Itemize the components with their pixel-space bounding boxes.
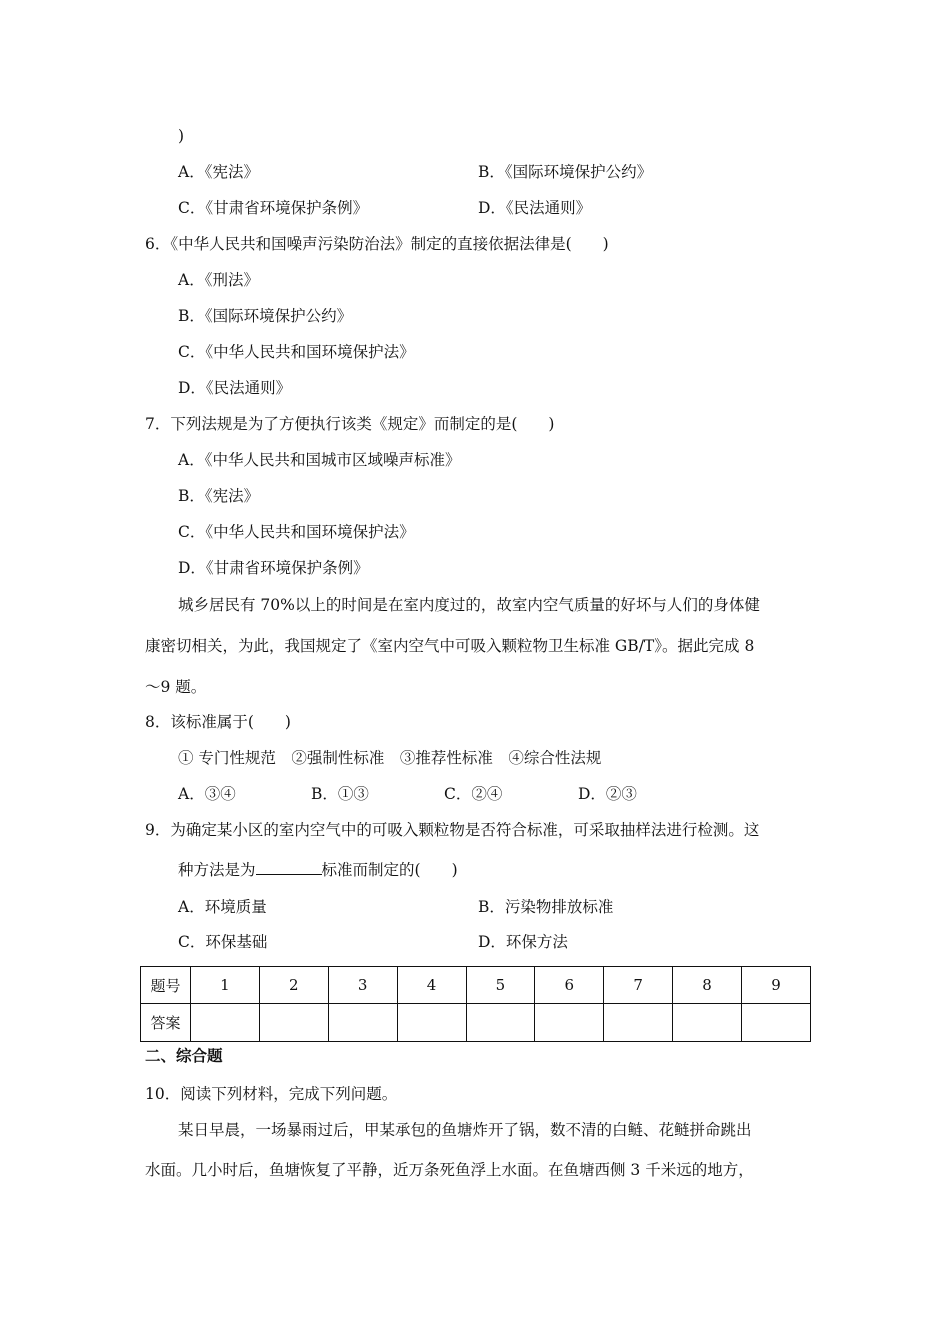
answer-table-number: 3: [328, 967, 397, 1004]
q6-stem: 6．《中华人民共和国噪声污染防治法》制定的直接依据法律是( ): [145, 235, 609, 253]
q8-items: ① 专门性规范 ②强制性标准 ③推荐性标准 ④综合性法规: [178, 749, 602, 767]
answer-table-answer-row: [141, 1004, 811, 1042]
q5-option-a: A．《宪法》: [178, 163, 259, 181]
q6-option-a: A．《刑法》: [178, 271, 259, 289]
q7-option-b: B．《宪法》: [178, 487, 260, 505]
answer-table-number: 5: [466, 967, 535, 1004]
answer-table-number: 7: [604, 967, 673, 1004]
q7-option-a: A．《中华人民共和国城市区域噪声标准》: [178, 451, 461, 469]
section2-heading: 二、综合题: [145, 1047, 223, 1065]
q8-stem: 8．该标准属于( ): [145, 713, 291, 731]
q8-option-a: A．③④: [178, 785, 236, 803]
answer-table-number: 9: [742, 967, 811, 1004]
answer-table-number-row: [141, 967, 811, 1004]
q9-option-a: A．环境质量: [178, 898, 267, 916]
q10-stem: 10．阅读下列材料，完成下列问题。: [145, 1085, 398, 1103]
continuation-paren: ): [178, 127, 185, 145]
q6-option-d: D．《民法通则》: [178, 379, 292, 397]
answer-cell[interactable]: [191, 1004, 260, 1042]
q5-option-d: D．《民法通则》: [478, 199, 592, 217]
q8-option-b: B．①③: [311, 785, 369, 803]
answer-cell[interactable]: [673, 1004, 742, 1042]
q9-option-b: B．污染物排放标准: [478, 898, 614, 916]
answer-cell[interactable]: [604, 1004, 673, 1042]
answer-cell[interactable]: [742, 1004, 811, 1042]
passage1-line3: ～9 题。: [145, 678, 207, 696]
q7-stem: 7．下列法规是为了方便执行该类《规定》而制定的是( ): [145, 415, 555, 433]
q9-stem-line1: 9．为确定某小区的室内空气中的可吸入颗粒物是否符合标准，可采取抽样法进行检测。这: [145, 821, 760, 839]
answer-table-number: 8: [673, 967, 742, 1004]
q7-option-d: D．《甘肃省环境保护条例》: [178, 559, 369, 577]
answer-table-number: 6: [535, 967, 604, 1004]
q10-passage-line2: 水面。几小时后，鱼塘恢复了平静，近万条死鱼浮上水面。在鱼塘西侧 3 千米远的地方，: [145, 1161, 754, 1179]
answer-table-number: 2: [259, 967, 328, 1004]
q9-stem-pre: 种方法是为: [178, 861, 256, 879]
q8-option-d: D．②③: [578, 785, 637, 803]
answer-table-row2-label: 答案: [141, 1004, 191, 1042]
q9-option-c: C．环保基础: [178, 933, 268, 951]
q5-option-b: B．《国际环境保护公约》: [478, 163, 653, 181]
q10-passage-line1: 某日早晨，一场暴雨过后，甲某承包的鱼塘炸开了锅，数不清的白鲢、花鲢拼命跳出: [178, 1121, 752, 1139]
answer-cell[interactable]: [466, 1004, 535, 1042]
answer-cell[interactable]: [259, 1004, 328, 1042]
q9-stem-post: 标准而制定的( ): [321, 861, 458, 879]
answer-table-number: 1: [191, 967, 260, 1004]
q7-option-c: C．《中华人民共和国环境保护法》: [178, 523, 415, 541]
passage1-line1: 城乡居民有 70%以上的时间是在室内度过的，故室内空气质量的好坏与人们的身体健: [178, 596, 760, 614]
q5-option-c: C．《甘肃省环境保护条例》: [178, 199, 369, 217]
q9-blank: [256, 860, 322, 875]
answer-cell[interactable]: [397, 1004, 466, 1042]
q9-stem-line2: [178, 860, 458, 880]
answer-cell[interactable]: [328, 1004, 397, 1042]
q6-option-c: C．《中华人民共和国环境保护法》: [178, 343, 415, 361]
answer-cell[interactable]: [535, 1004, 604, 1042]
answer-table-row1-label: 题号: [141, 967, 191, 1004]
q6-option-b: B．《国际环境保护公约》: [178, 307, 353, 325]
passage1-line2: 康密切相关，为此，我国规定了《室内空气中可吸入颗粒物卫生标准 GB/T》。据此完成 8: [145, 637, 755, 655]
answer-table: [140, 966, 811, 1042]
q9-option-d: D．环保方法: [478, 933, 568, 951]
answer-table-number: 4: [397, 967, 466, 1004]
q8-option-c: C．②④: [444, 785, 503, 803]
